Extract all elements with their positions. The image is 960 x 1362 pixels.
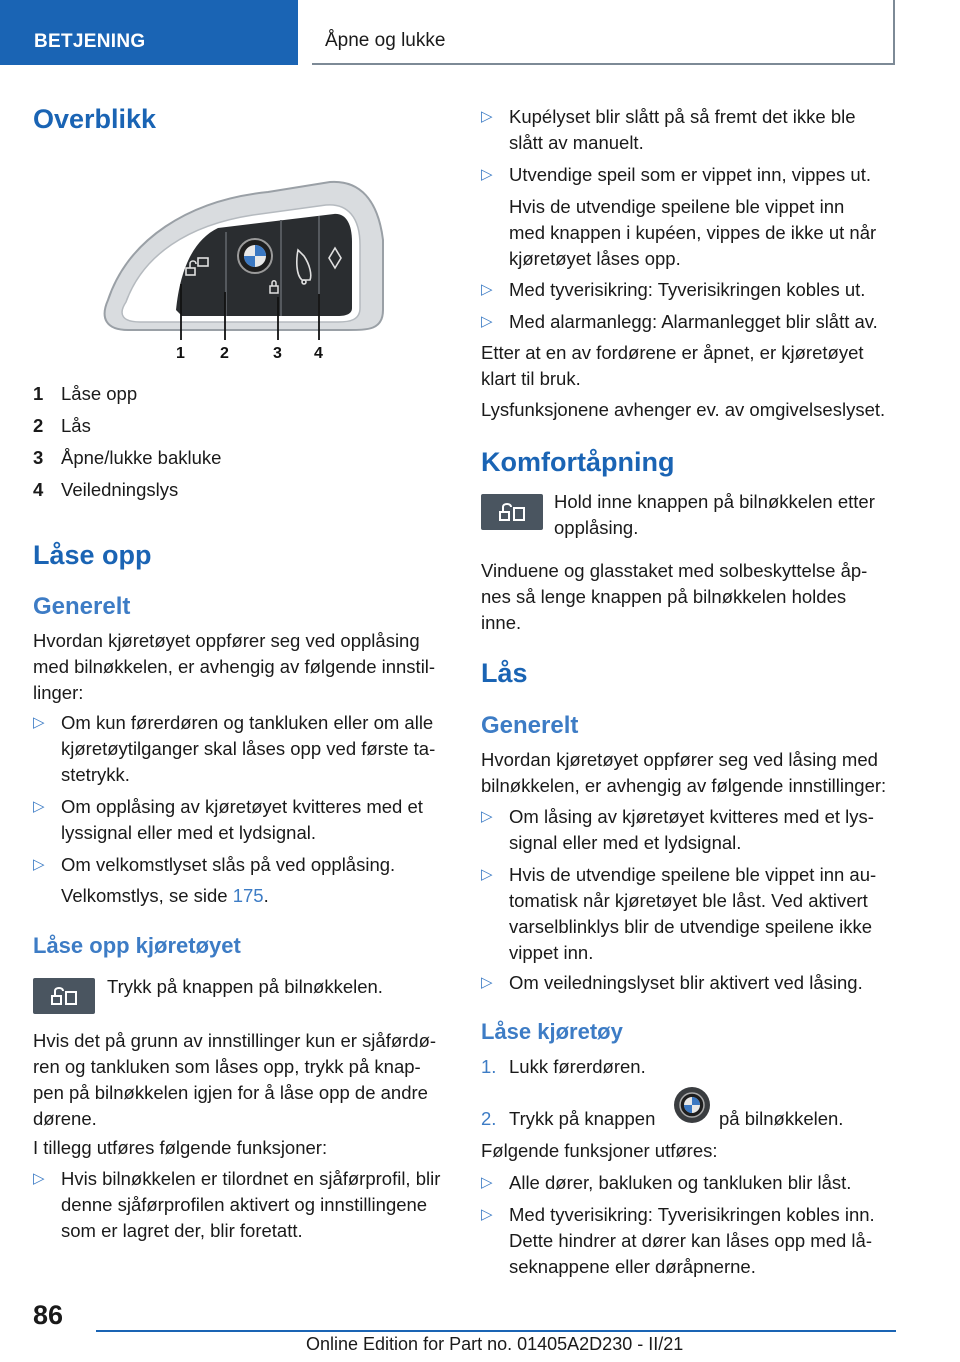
legend-number: 4: [33, 479, 44, 500]
text-line: denne sjåførprofilen aktivert og innstillingene: [61, 1194, 428, 1215]
bullet-item: [33, 794, 453, 846]
bullet-item: [481, 804, 901, 856]
bullet-item: [481, 862, 901, 966]
comfort-heading: Komfortåpning: [481, 447, 675, 477]
step-item: [481, 1106, 901, 1132]
triangle-bullet-icon: ▷: [481, 1174, 493, 1191]
text-line: seknappene eller døråpnerne.: [509, 1256, 756, 1277]
light-paragraph: Lysfunksjonene avhenger ev. av omgivelseslyset.: [481, 399, 886, 420]
text-line: Med tyverisikring: Tyverisikringen kobles inn.: [509, 1204, 875, 1225]
step-item: [481, 1054, 901, 1080]
text-line: Etter at en av fordørene er åpnet, er kjøretøyet: [481, 342, 864, 363]
triangle-bullet-icon: ▷: [33, 714, 45, 731]
legend-number: 1: [33, 383, 44, 404]
callout-3: 3: [273, 345, 282, 360]
text-line: Om veiledningslyset blir aktivert ved låsing.: [509, 972, 863, 993]
text-line: bilnøkkelen, er avhengig av følgende innstillinger:: [481, 775, 887, 796]
text-line: tomatisk når kjøretøyet ble låst. Ved aktivert: [509, 890, 868, 911]
text-line: Hvordan kjøretøyet oppfører seg ved låsing med: [481, 749, 878, 770]
bmw-logo-icon: [238, 239, 272, 273]
unlock-vehicle-heading: Låse opp kjøretøyet: [33, 933, 241, 958]
text-line: Om opplåsing av kjøretøyet kvitteres med et: [61, 796, 423, 817]
text-line: Med alarmanlegg: Alarmanlegget blir slått av.: [509, 311, 878, 332]
cross-reference: [33, 883, 453, 909]
reference-text: Velkomstlys, se side: [61, 885, 233, 906]
text-line: Hold inne knappen på bilnøkkelen etter: [554, 491, 875, 512]
callout-1: 1: [176, 345, 185, 360]
general-heading: Generelt: [33, 593, 131, 620]
bullet-item: [33, 852, 453, 878]
bullet-item: [33, 710, 453, 788]
edition-text: Online Edition for Part no. 01405A2D230 - II/21: [306, 1334, 684, 1354]
chapter-tab: [312, 0, 895, 65]
triangle-bullet-icon: ▷: [481, 281, 493, 298]
text-line: Alle dører, bakluken og tankluken blir låst.: [509, 1172, 852, 1193]
text-line: inne.: [481, 612, 522, 633]
general-heading: Generelt: [481, 712, 579, 739]
text-line: signal eller med et lydsignal.: [509, 832, 742, 853]
section-tab: [0, 0, 298, 65]
step-text-after: på bilnøkkelen.: [719, 1108, 844, 1129]
text-line: stetrykk.: [61, 764, 130, 785]
text-line: ren og tankluken som låses opp, trykk på knap-: [33, 1056, 421, 1077]
step-number: 1.: [481, 1056, 497, 1077]
text-line: Hvis de utvendige speilene ble vippet inn au-: [509, 864, 877, 885]
unlock-button-icon: [33, 978, 95, 1014]
text-line: som er lagret der, blir foretatt.: [61, 1220, 303, 1241]
ready-paragraph: [481, 340, 901, 392]
bmw-logo-icon: [673, 1086, 711, 1124]
page-number: 86: [33, 1300, 64, 1330]
legend-text: Veiledningslys: [61, 479, 179, 500]
text-line: Dette hindrer at dører kan låses opp med lå-: [509, 1230, 872, 1251]
triangle-bullet-icon: ▷: [481, 166, 493, 183]
triangle-bullet-icon: ▷: [33, 856, 45, 873]
additional-text: I tillegg utføres følgende funksjoner:: [33, 1137, 328, 1158]
text-line: lyssignal eller med et lydsignal.: [61, 822, 317, 843]
lock-general-paragraph: [481, 747, 901, 799]
step-text: Trykk på knappen: [509, 1108, 656, 1129]
section-title: BETJENING: [34, 31, 146, 52]
bullet-item: [481, 309, 901, 335]
legend-text: Lås: [61, 415, 91, 436]
text-line: dørene.: [33, 1108, 97, 1129]
bullet-item: [481, 277, 901, 303]
text-line: kjøretøytilganger skal låses opp ved første ta-: [61, 738, 436, 759]
triangle-bullet-icon: ▷: [481, 313, 493, 330]
text-line: vippet inn.: [509, 942, 594, 963]
legend-number: 2: [33, 415, 44, 436]
unlock-button-icon: [481, 494, 543, 530]
text-line: klart til bruk.: [481, 368, 581, 389]
text-line: Med tyverisikring: Tyverisikringen kobles ut.: [509, 279, 866, 300]
functions-intro: Følgende funksjoner utføres:: [481, 1140, 718, 1161]
page-link[interactable]: 175: [232, 885, 264, 906]
comfort-paragraph: [481, 558, 901, 636]
text-line: slått av manuelt.: [509, 132, 644, 153]
text-line: Kupélyset blir slått på så fremt det ikke ble: [509, 106, 856, 127]
callout-4: 4: [314, 345, 323, 360]
triangle-bullet-icon: ▷: [481, 974, 493, 991]
text-line: Utvendige speil som er vippet inn, vippes ut.: [509, 164, 871, 185]
text-line: varselblinklys blir de utvendige speilene ikke: [509, 916, 872, 937]
bullet-item: [481, 104, 901, 156]
text-line: Hvis de utvendige speilene ble vippet inn: [509, 196, 845, 217]
legend-number: 3: [33, 447, 44, 468]
overview-heading: Overblikk: [33, 104, 157, 134]
text-line: Hvis bilnøkkelen er tilordnet en sjåførprofil, blir: [61, 1168, 441, 1189]
bullet-item: [481, 1202, 901, 1280]
chapter-title: Åpne og lukke: [325, 30, 446, 51]
text-line: Hvordan kjøretøyet oppfører seg ved opplåsing: [33, 630, 420, 651]
text-line: Om låsing av kjøretøyet kvitteres med et lys-: [509, 806, 874, 827]
triangle-bullet-icon: ▷: [33, 1170, 45, 1187]
text-line: opplåsing.: [554, 517, 639, 538]
text-line: Hvis det på grunn av innstillinger kun er sjåførdø-: [33, 1030, 437, 1051]
bullet-item: [33, 1166, 453, 1244]
comfort-hold-text: [554, 489, 901, 541]
triangle-bullet-icon: ▷: [481, 108, 493, 125]
step-number: 2.: [481, 1108, 497, 1129]
triangle-bullet-icon: ▷: [481, 866, 493, 883]
lock-heading: Lås: [481, 658, 528, 688]
text-line: Om kun førerdøren og tankluken eller om alle: [61, 712, 434, 733]
callout-2: 2: [220, 345, 229, 360]
sjafor-paragraph: [33, 1028, 453, 1132]
bullet-item: [481, 970, 901, 996]
general-paragraph: [33, 628, 453, 706]
text-line: nes så lenge knappen på bilnøkkelen holdes: [481, 586, 847, 607]
unlock-heading: Låse opp: [33, 540, 152, 570]
text-line: kjøretøyet låses opp.: [509, 248, 681, 269]
legend-text: Låse opp: [61, 383, 138, 404]
step-text: Lukk førerdøren.: [509, 1056, 646, 1077]
triangle-bullet-icon: ▷: [481, 1206, 493, 1223]
text-line: med knappen i kupéen, vippes de ikke ut når: [509, 222, 877, 243]
bullet-item: [481, 1170, 901, 1196]
text-line: pen på bilnøkkelen igjen for å låse opp de andre: [33, 1082, 428, 1103]
legend-list: [33, 381, 453, 511]
reference-end: .: [263, 885, 269, 906]
key-fob-illustration: [98, 180, 398, 360]
text-line: Om velkomstlyset slås på ved opplåsing.: [61, 854, 396, 875]
press-button-text: Trykk på knappen på bilnøkkelen.: [107, 976, 383, 997]
text-line: Vinduene og glasstaket med solbeskyttelse åp-: [481, 560, 868, 581]
triangle-bullet-icon: ▷: [481, 808, 493, 825]
triangle-bullet-icon: ▷: [33, 798, 45, 815]
mirror-note: [481, 194, 901, 272]
bullet-item: [481, 162, 901, 188]
lock-vehicle-heading: Låse kjøretøy: [481, 1019, 623, 1044]
text-line: linger:: [33, 682, 84, 703]
legend-text: Åpne/lukke bakluke: [61, 447, 222, 468]
text-line: med bilnøkkelen, er avhengig av følgende innstil-: [33, 656, 436, 677]
footer-divider: [96, 1330, 896, 1332]
